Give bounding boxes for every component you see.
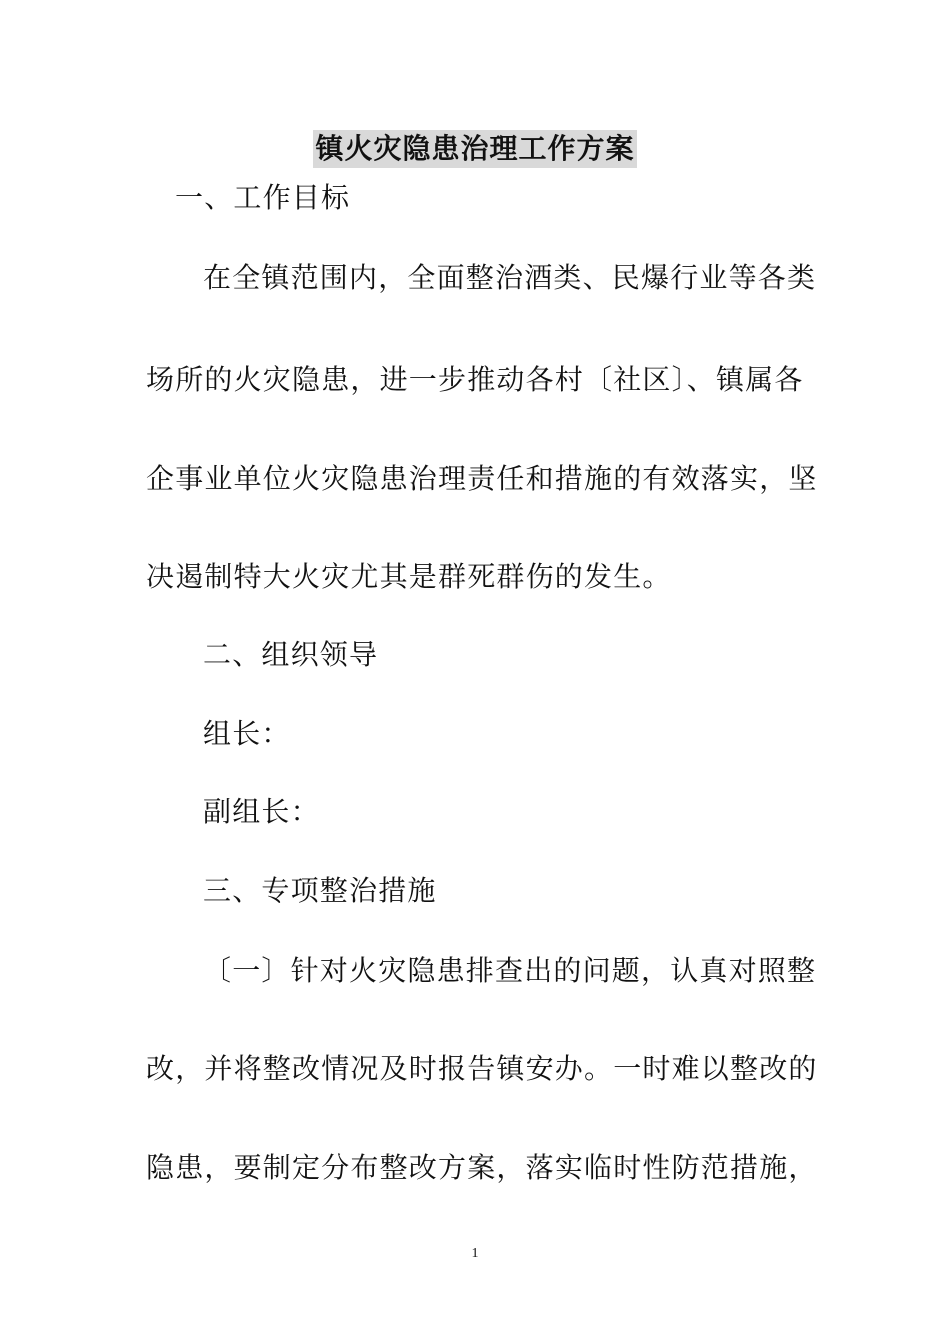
paragraph-line: 改，并将整改情况及时报告镇安办。一时难以整改的	[146, 1052, 818, 1085]
paragraph-line: 〔一〕针对火灾隐患排查出的问题，认真对照整	[203, 954, 817, 987]
section-heading-leadership: 二、组织领导	[203, 638, 379, 671]
paragraph-line: 在全镇范围内，全面整治酒类、民爆行业等各类	[203, 261, 817, 294]
section-heading-goals: 一、工作目标	[175, 181, 351, 214]
section-heading-measures: 三、专项整治措施	[203, 874, 437, 907]
page-number: 1	[471, 1246, 479, 1261]
title-container	[0, 130, 950, 168]
paragraph-line: 企事业单位火灾隐患治理责任和措施的有效落实，坚	[146, 462, 818, 495]
paragraph-line: 场所的火灾隐患，进一步推动各村〔社区〕、镇属各	[146, 363, 804, 396]
leader-label: 组长：	[203, 717, 291, 750]
deputy-leader-label: 副组长：	[203, 795, 320, 828]
paragraph-line: 决遏制特大火灾尤其是群死群伤的发生。	[146, 560, 672, 593]
paragraph-line: 隐患，要制定分布整改方案，落实临时性防范措施，	[146, 1151, 818, 1184]
document-title: 镇火灾隐患治理工作方案	[313, 130, 636, 168]
